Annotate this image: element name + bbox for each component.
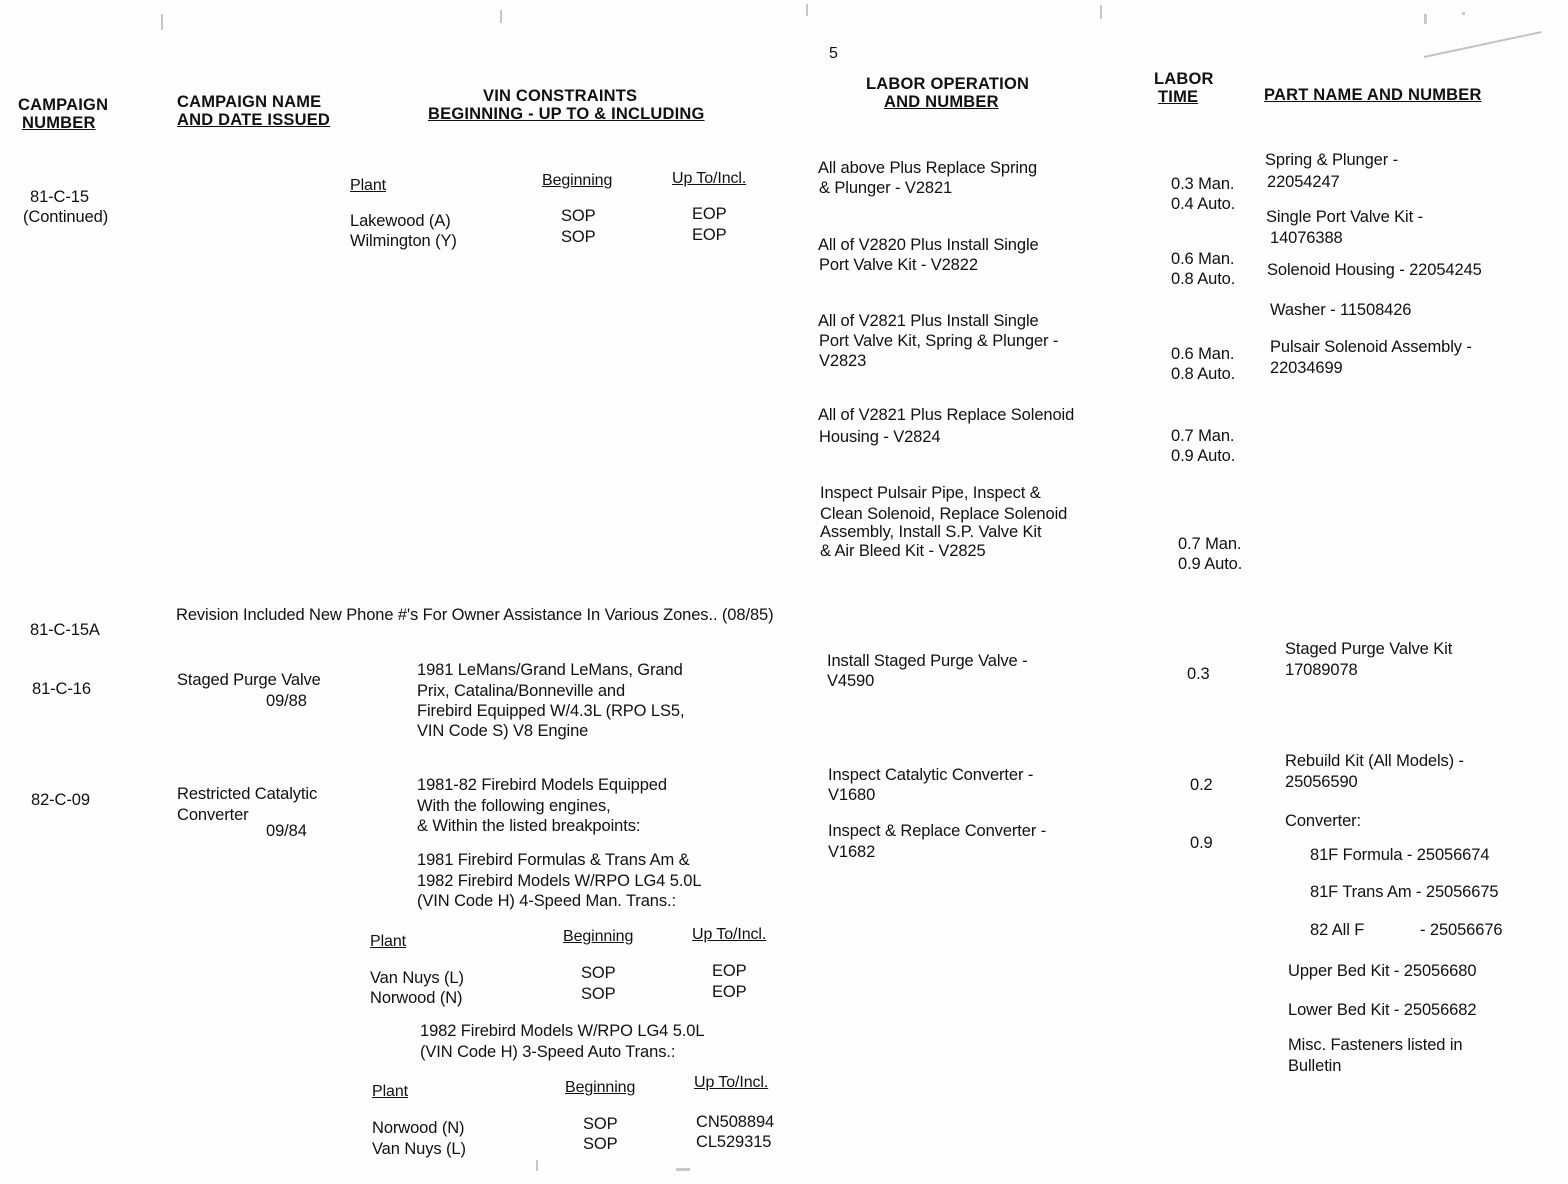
labor-time-value: 0.7 Man. — [1178, 535, 1242, 553]
scan-artifact — [806, 4, 808, 16]
subheader-up-to-incl-2: Up To/Incl. — [692, 926, 767, 943]
vin-beginning-cell: SOP — [583, 1135, 618, 1153]
part-name-number: Staged Purge Valve Kit — [1285, 640, 1453, 658]
part-name-number: Lower Bed Kit - 25056682 — [1288, 1001, 1477, 1019]
vin-constraint-text: 1981 Firebird Formulas & Trans Am & — [417, 851, 690, 869]
labor-operation-text: & Plunger - V2821 — [819, 179, 953, 197]
part-name-number: 22054247 — [1267, 173, 1340, 191]
subheader-up-to-incl-1: Up To/Incl. — [672, 170, 747, 187]
subheader-plant-1: Plant — [350, 177, 386, 194]
vin-constraint-text: (VIN Code H) 4-Speed Man. Trans.: — [417, 892, 676, 910]
labor-operation-text: Housing - V2824 — [819, 428, 941, 446]
subheader-up-to-incl-3: Up To/Incl. — [694, 1074, 769, 1091]
campaign-date-issued: 09/84 — [266, 822, 307, 840]
vin-constraint-text: 1982 Firebird Models W/RPO LG4 5.0L — [417, 872, 702, 890]
revision-note: Revision Included New Phone #'s For Owner Assistance In Various Zones.. (08/85) — [176, 606, 774, 624]
part-name-number: 14076388 — [1270, 229, 1343, 247]
vin-plant-cell: Van Nuys (L) — [372, 1140, 466, 1158]
vin-plant-cell: Van Nuys (L) — [370, 969, 464, 987]
vin-constraint-text: Prix, Catalina/Bonneville and — [417, 682, 626, 700]
scan-artifact — [676, 1168, 690, 1171]
campaign-date-issued: 09/88 — [266, 692, 307, 710]
part-name-number: Converter: — [1285, 812, 1362, 830]
campaign-number-82-C-09: 82-C-09 — [31, 791, 90, 809]
part-name-number: Single Port Valve Kit - — [1266, 208, 1423, 226]
vin-up-to-cell: CN508894 — [696, 1113, 775, 1131]
vin-constraint-text: With the following engines, — [417, 797, 611, 815]
labor-operation-text: V4590 — [827, 672, 875, 690]
labor-time-value: 0.8 Auto. — [1171, 270, 1236, 288]
part-name-number: 22034699 — [1270, 359, 1343, 377]
labor-operation-text: & Air Bleed Kit - V2825 — [820, 542, 986, 560]
campaign-name-text: Staged Purge Valve — [177, 671, 321, 689]
scan-artifact — [1424, 14, 1427, 24]
header-labor-time-line1: LABOR — [1154, 70, 1214, 88]
vin-up-to-cell: EOP — [692, 205, 727, 223]
part-name-number: Solenoid Housing - 22054245 — [1267, 261, 1482, 279]
labor-operation-text: Inspect Catalytic Converter - — [828, 766, 1034, 784]
part-name-number: 82 All F — [1310, 921, 1365, 939]
labor-operation-text: Assembly, Install S.P. Valve Kit — [820, 523, 1042, 541]
vin-beginning-cell: SOP — [561, 228, 596, 246]
part-name-number: Washer - 11508426 — [1270, 301, 1412, 319]
header-campaign-name-line2: AND DATE ISSUED — [177, 111, 331, 129]
labor-time-value: 0.6 Man. — [1171, 345, 1235, 363]
labor-time-value: 0.6 Man. — [1171, 250, 1235, 268]
part-name-number: Pulsair Solenoid Assembly - — [1270, 338, 1472, 356]
labor-time-value: 0.2 — [1190, 776, 1213, 794]
part-name-number: Bulletin — [1288, 1057, 1342, 1075]
scan-artifact — [1100, 5, 1102, 19]
campaign-number-81-C-15: 81-C-15 — [30, 188, 89, 206]
page-number: 5 — [829, 45, 838, 62]
subheader-plant-3: Plant — [372, 1083, 408, 1100]
vin-up-to-cell: EOP — [712, 983, 747, 1001]
part-name-number: - 25056676 — [1420, 921, 1503, 939]
scan-artifact — [1424, 31, 1542, 58]
campaign-number-81-C-15A: 81-C-15A — [30, 621, 100, 639]
campaign-number-81-C-15-continued: (Continued) — [23, 208, 109, 226]
vin-up-to-cell: EOP — [692, 226, 727, 244]
header-campaign-name-line1: CAMPAIGN NAME — [177, 93, 322, 111]
scan-artifact — [500, 10, 502, 23]
campaign-number-81-C-16: 81-C-16 — [32, 680, 91, 698]
vin-up-to-cell: CL529315 — [696, 1133, 772, 1151]
vin-constraint-text: Firebird Equipped W/4.3L (RPO LS5, — [417, 702, 685, 720]
labor-time-value: 0.3 Man. — [1171, 175, 1235, 193]
subheader-beginning-3: Beginning — [565, 1079, 636, 1096]
header-vin-constraints-line1: VIN CONSTRAINTS — [483, 87, 638, 105]
labor-time-value: 0.4 Auto. — [1171, 195, 1236, 213]
part-name-number: 81F Trans Am - 25056675 — [1310, 883, 1499, 901]
vin-plant-cell: Norwood (N) — [370, 989, 463, 1007]
labor-operation-text: Inspect Pulsair Pipe, Inspect & — [820, 484, 1041, 502]
header-campaign-number-line1: CAMPAIGN — [18, 96, 109, 114]
vin-constraint-text: & Within the listed breakpoints: — [417, 817, 641, 835]
vin-plant-cell: Lakewood (A) — [350, 212, 451, 230]
subheader-beginning-2: Beginning — [563, 928, 634, 945]
labor-operation-text: V1682 — [828, 843, 876, 861]
vin-constraint-text: 1981 LeMans/Grand LeMans, Grand — [417, 661, 683, 679]
part-name-number: Misc. Fasteners listed in — [1288, 1036, 1463, 1054]
labor-time-value: 0.3 — [1187, 665, 1210, 683]
header-campaign-number-line2: NUMBER — [22, 114, 96, 132]
subheader-plant-2: Plant — [370, 933, 406, 950]
labor-time-value: 0.7 Man. — [1171, 427, 1235, 445]
labor-operation-text: V2823 — [819, 352, 867, 370]
vin-constraint-text: VIN Code S) V8 Engine — [417, 722, 589, 740]
labor-operation-text: Inspect & Replace Converter - — [828, 822, 1047, 840]
header-labor-time-line2: TIME — [1158, 88, 1199, 106]
part-name-number: Rebuild Kit (All Models) - — [1285, 752, 1464, 770]
part-name-number: 25056590 — [1285, 773, 1358, 791]
scan-artifact — [1462, 12, 1465, 15]
vin-up-to-cell: EOP — [712, 962, 747, 980]
labor-operation-text: All of V2821 Plus Replace Solenoid — [818, 406, 1075, 424]
subheader-beginning-1: Beginning — [542, 172, 613, 189]
labor-time-value: 0.9 — [1190, 834, 1213, 852]
labor-operation-text: Port Valve Kit, Spring & Plunger - — [819, 332, 1059, 350]
header-part-name-number: PART NAME AND NUMBER — [1264, 86, 1482, 104]
part-name-number: 81F Formula - 25056674 — [1310, 846, 1490, 864]
labor-time-value: 0.9 Auto. — [1171, 447, 1236, 465]
header-labor-operation-line1: LABOR OPERATION — [866, 75, 1030, 93]
labor-operation-text: Clean Solenoid, Replace Solenoid — [820, 505, 1068, 523]
vin-beginning-cell: SOP — [581, 964, 616, 982]
labor-operation-text: All of V2821 Plus Install Single — [818, 312, 1039, 330]
labor-operation-text: All of V2820 Plus Install Single — [818, 236, 1039, 254]
campaign-name-text: Restricted Catalytic — [177, 785, 318, 803]
labor-operation-text: All above Plus Replace Spring — [818, 159, 1038, 177]
part-name-number: Spring & Plunger - — [1265, 151, 1399, 169]
vin-beginning-cell: SOP — [581, 985, 616, 1003]
vin-plant-cell: Norwood (N) — [372, 1119, 465, 1137]
labor-operation-text: Port Valve Kit - V2822 — [819, 256, 978, 274]
labor-operation-text: Install Staged Purge Valve - — [827, 652, 1028, 670]
header-vin-constraints-line2: BEGINNING - UP TO & INCLUDING — [428, 105, 705, 123]
vin-constraint-text: 1982 Firebird Models W/RPO LG4 5.0L — [420, 1022, 705, 1040]
vin-constraint-text: 1981-82 Firebird Models Equipped — [417, 776, 667, 794]
part-name-number: 17089078 — [1285, 661, 1358, 679]
scan-artifact — [536, 1160, 538, 1171]
labor-operation-text: V1680 — [828, 786, 876, 804]
scan-artifact — [161, 14, 163, 30]
vin-constraint-text: (VIN Code H) 3-Speed Auto Trans.: — [420, 1043, 676, 1061]
vin-beginning-cell: SOP — [561, 207, 596, 225]
vin-beginning-cell: SOP — [583, 1115, 618, 1133]
part-name-number: Upper Bed Kit - 25056680 — [1288, 962, 1477, 980]
campaign-name-text: Converter — [177, 806, 249, 824]
header-labor-operation-line2: AND NUMBER — [884, 93, 999, 111]
labor-time-value: 0.9 Auto. — [1178, 555, 1243, 573]
vin-plant-cell: Wilmington (Y) — [350, 232, 457, 250]
labor-time-value: 0.8 Auto. — [1171, 365, 1236, 383]
